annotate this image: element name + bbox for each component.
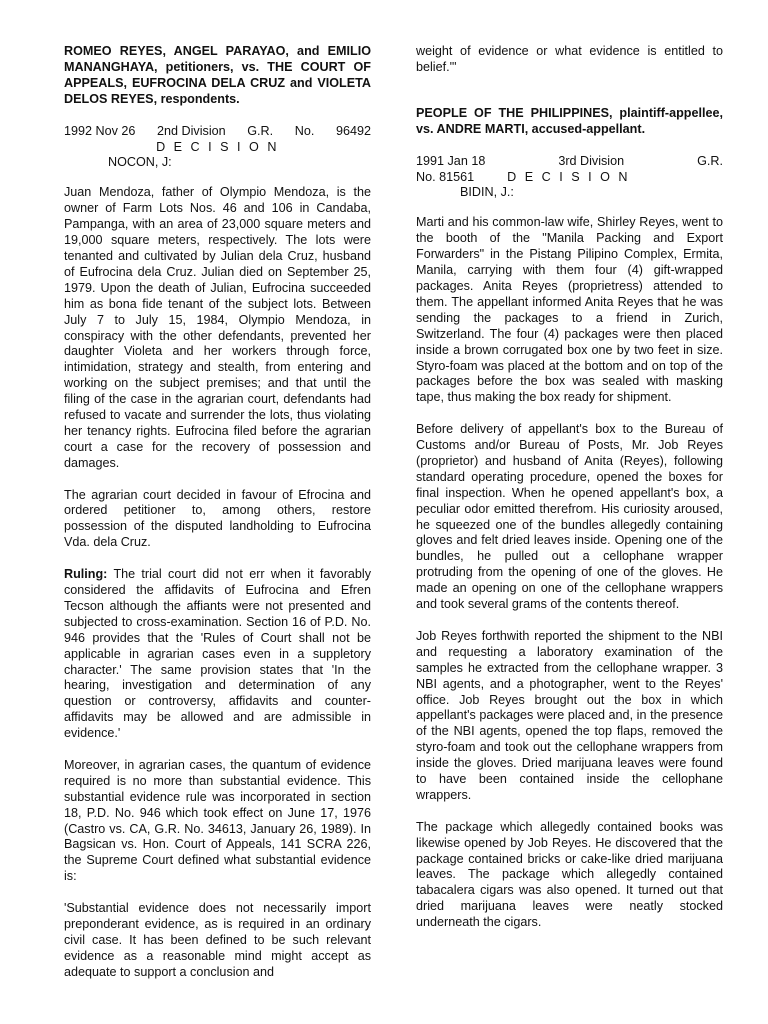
- case1-meta: [64, 124, 371, 172]
- case2-meta-row-2: [416, 170, 723, 186]
- case2-gr-label: G.R.: [697, 153, 723, 168]
- case2-meta: [416, 154, 723, 202]
- case2-title: PEOPLE OF THE PHILIPPINES, plaintiff-appellee, vs. ANDRE MARTI, accused-appellant.: [416, 105, 723, 136]
- case1-meta-row: [64, 124, 371, 140]
- case1-paragraph-facts: Juan Mendoza, father of Olympio Mendoza, is the owner of Farm Lots Nos. 46 and 106 in Candaba, Pampanga, with an area of 23,000 square meters and 19,000 square meters, respectively. The lots were tenanted and cultivated by Julian dela Cruz, husband of Eufrocina dela Cruz. Julian died on September 25, 1979. Upon the death of Julian, Eufrocina succeeded him as bona fide tenant of the subject lots. Between July 7 to July 15, 1984, Olympio Mendoza, in conspiracy with the other defendants, prevented her daughter Violeta and her workers through force, intimidation, strategy and stealth, from entering and working on the subject premises; and that until the filing of the case in the agrarian court, defendants had refused to vacate and surrender the lots, thus violating her tenancy rights. Eufrocina filed before the agrarian court a case for the recovery of possession and damages.: [64, 185, 371, 470]
- case1-judge: NOCON, J:: [108, 155, 172, 170]
- case2-date: 1991 Jan 18: [416, 153, 486, 168]
- case1-number: 96492: [335, 123, 371, 138]
- case1-ruling-paragraph: [64, 567, 371, 742]
- case1-title: ROMEO REYES, ANGEL PARAYAO, and EMILIO MANANGHAYA, petitioners, vs. THE COURT OF APPEALS, EUFROCINA DELA CRUZ and VIOLETA DELOS REYES, respondents.: [64, 44, 371, 106]
- right-column: [416, 44, 723, 947]
- case1-gr-label: G.R.: [247, 123, 274, 138]
- case2-decision-heading: D E C I S I O N: [507, 169, 630, 184]
- case1-no-label: No.: [294, 123, 315, 138]
- case1-paragraph-substantial: Moreover, in agrarian cases, the quantum of evidence required is no more than substantial evidence. This substantial evidence rule was incorporated in section 18, P.D. No. 946 which took effect on June 17, 1976 (Castro vs. CA, G.R. No. 34613, January 26, 1989). In Bagsican vs. Hon. Court of Appeals, 141 SCRA 226, the Supreme Court defined what substantial evidence is:: [64, 757, 371, 884]
- case1-continuation: weight of evidence or what evidence is entitled to belief.'": [416, 44, 723, 74]
- case2-judge: BIDIN, J.:: [460, 185, 514, 200]
- case1-ruling-text: The trial court did not err when it favorably considered the affidavits of Eufrocina and Efren Tecson although the affiants were not presented and subjected to cross-examination. Section 16 of P.D. No. 946 provides that the 'Rules of Court shall not be applicable in agrarian cases even in a suppletory character.' The same provision states that 'In the hearing, investigation and determination of any question or controversy, affidavits and counter-affidavits may be allowed and are admissible in evidence.': [64, 567, 371, 741]
- case1-division: 2nd Division: [157, 123, 226, 138]
- case1-paragraph-decision: The agrarian court decided in favour of Efrocina and ordered petitioner to, among others, restore possession of the disputed landholding to Eufrocina Vda. dela Cruz.: [64, 487, 371, 550]
- left-column: [64, 44, 371, 996]
- case2-number: No. 81561: [416, 169, 475, 184]
- case1-paragraph-quote: 'Substantial evidence does not necessarily import preponderant evidence, as is required in an ordinary civil case. It has been defined to be such relevant evidence as a reasonable mind might accept as adequate to support a conclusion and: [64, 901, 371, 979]
- case1-ruling-label: Ruling:: [64, 567, 108, 582]
- case2-paragraph-3: Job Reyes forthwith reported the shipment to the NBI and requesting a laboratory examination of the samples he extracted from the cellophane wrapper. 3 NBI agents, and a photographer, went to the Reyes' office. Job Reyes brought out the box in which appellant's packages were placed and, in the presence of the NBI agents, opened the top flaps, removed the styro-foam and took out the cellophane wrappers from inside the gloves. Dried marijuana leaves were found to have been contained inside the cellophane wrappers.: [416, 628, 723, 802]
- case2-paragraph-4: The package which allegedly contained books was likewise opened by Job Reyes. He discovered that the package contained bricks or cake-like dried marijuana leaves. The package which allegedly contained tabacalera cigars was also opened. It turned out that dried marijuana leaves were neatly stocked underneath the cigars.: [416, 819, 723, 930]
- case1-date: 1992 Nov 26: [64, 123, 136, 138]
- case2-paragraph-1: Marti and his common-law wife, Shirley Reyes, went to the booth of the "Manila Packing and Export Forwarders" in the Pistang Pilipino Complex, Ermita, Manila, carrying with them four (4) gift-wrapped packages. Anita Reyes (proprietress) attended to them. The appellant informed Anita Reyes that he was sending the packages to a friend in Zurich, Switzerland. The four (4) packages were then placed inside a brown corrugated box one by two feet in size. Styro-foam was placed at the bottom and on top of the packages before the box was sealed with masking tape, thus making the box ready for shipment.: [416, 215, 723, 405]
- case2-meta-row: [416, 154, 723, 170]
- case2-paragraph-2: Before delivery of appellant's box to the Bureau of Customs and/or Bureau of Posts, Mr. Job Reyes (proprietor) and husband of Anita (Reyes), following standard operating procedure, opened the boxes for final inspection. When he opened appellant's box, a peculiar odor emitted therefrom. His curiosity aroused, he squeezed one of the bundles allegedly containing gloves and felt dried leaves inside. Opening one of the bundles, he pulled out a cellophane wrapper protruding from the opening of one of the gloves. He made an opening on one of the cellophane wrappers and took several grams of the contents thereof.: [416, 422, 723, 612]
- case1-decision-heading: D E C I S I O N: [156, 139, 279, 154]
- case2-division: 3rd Division: [558, 153, 625, 168]
